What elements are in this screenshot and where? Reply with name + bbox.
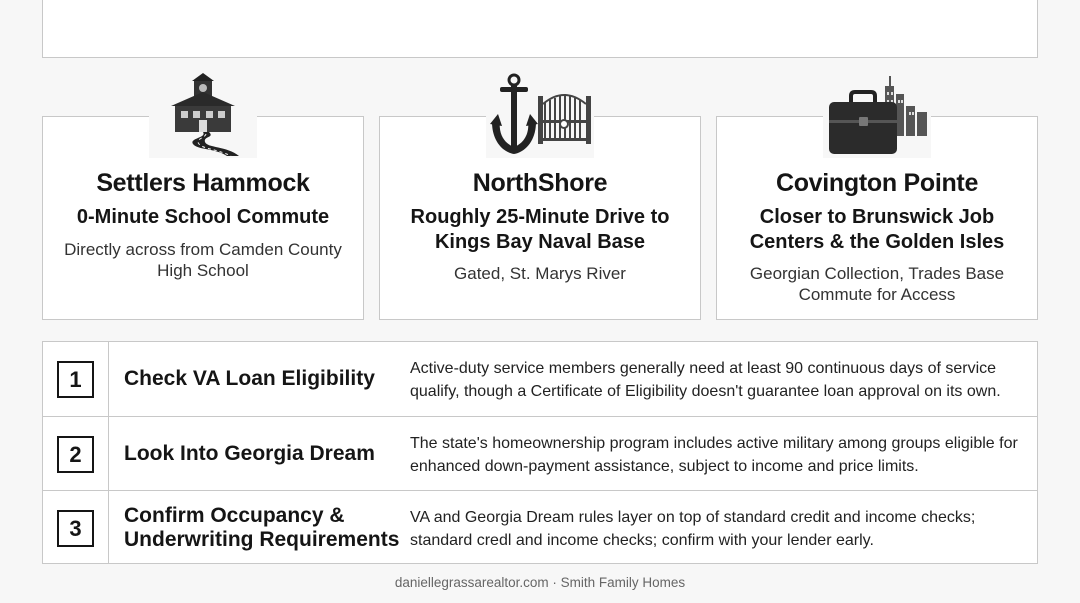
- step-title: Check VA Loan Eligibility: [124, 367, 375, 390]
- briefcase-city-icon: [823, 72, 931, 158]
- step-title: Confirm Occupancy & Underwriting Requirements: [124, 504, 400, 551]
- step-description: VA and Georgia Dream rules layer on top of standard credit and income checks; standard credl and income checks; confirm with your lender early.: [410, 509, 976, 549]
- step-number: 3: [57, 510, 94, 547]
- step-number-cell: [43, 491, 109, 564]
- step-number: 2: [57, 436, 94, 473]
- card-title: Covington Pointe: [775, 169, 979, 197]
- card-subtitle: Roughly 25-Minute Drive to Kings Bay Naval Base: [410, 206, 670, 253]
- top-panel: [42, 0, 1038, 58]
- card-title: NorthShore: [472, 169, 608, 197]
- step-row: [43, 342, 1037, 416]
- step-description: The state's homeownership program includes active military among groups eligible for enhanced down-payment assistance, subject to income and price limits.: [410, 435, 1018, 475]
- step-description: Active-duty service members generally need at least 90 continuous days of service qualify, though a Certificate of Eligibility doesn't guarantee loan approval on its own.: [410, 360, 1001, 400]
- step-number: 1: [57, 361, 94, 398]
- step-number-cell: [43, 342, 109, 416]
- card-description: Gated, St. Marys River: [454, 264, 626, 283]
- footer-credit: daniellegrassarealtor.com · Smith Family Homes: [394, 575, 686, 590]
- step-title: Look Into Georgia Dream: [124, 442, 375, 465]
- steps-list: [42, 341, 1038, 564]
- card-description: Directly across from Camden County High School: [64, 240, 342, 280]
- step-number-cell: [43, 417, 109, 490]
- anchor-gate-icon: [486, 72, 594, 158]
- schoolhouse-icon: [149, 72, 257, 158]
- card-subtitle: Closer to Brunswick Job Centers & the Golden Isles: [749, 206, 1005, 253]
- step-row: [43, 490, 1037, 564]
- card-subtitle: 0-Minute School Commute: [76, 206, 330, 228]
- step-row: [43, 416, 1037, 490]
- card-description: Georgian Collection, Trades Base Commute for Access: [749, 264, 1005, 304]
- card-title: Settlers Hammock: [96, 169, 310, 197]
